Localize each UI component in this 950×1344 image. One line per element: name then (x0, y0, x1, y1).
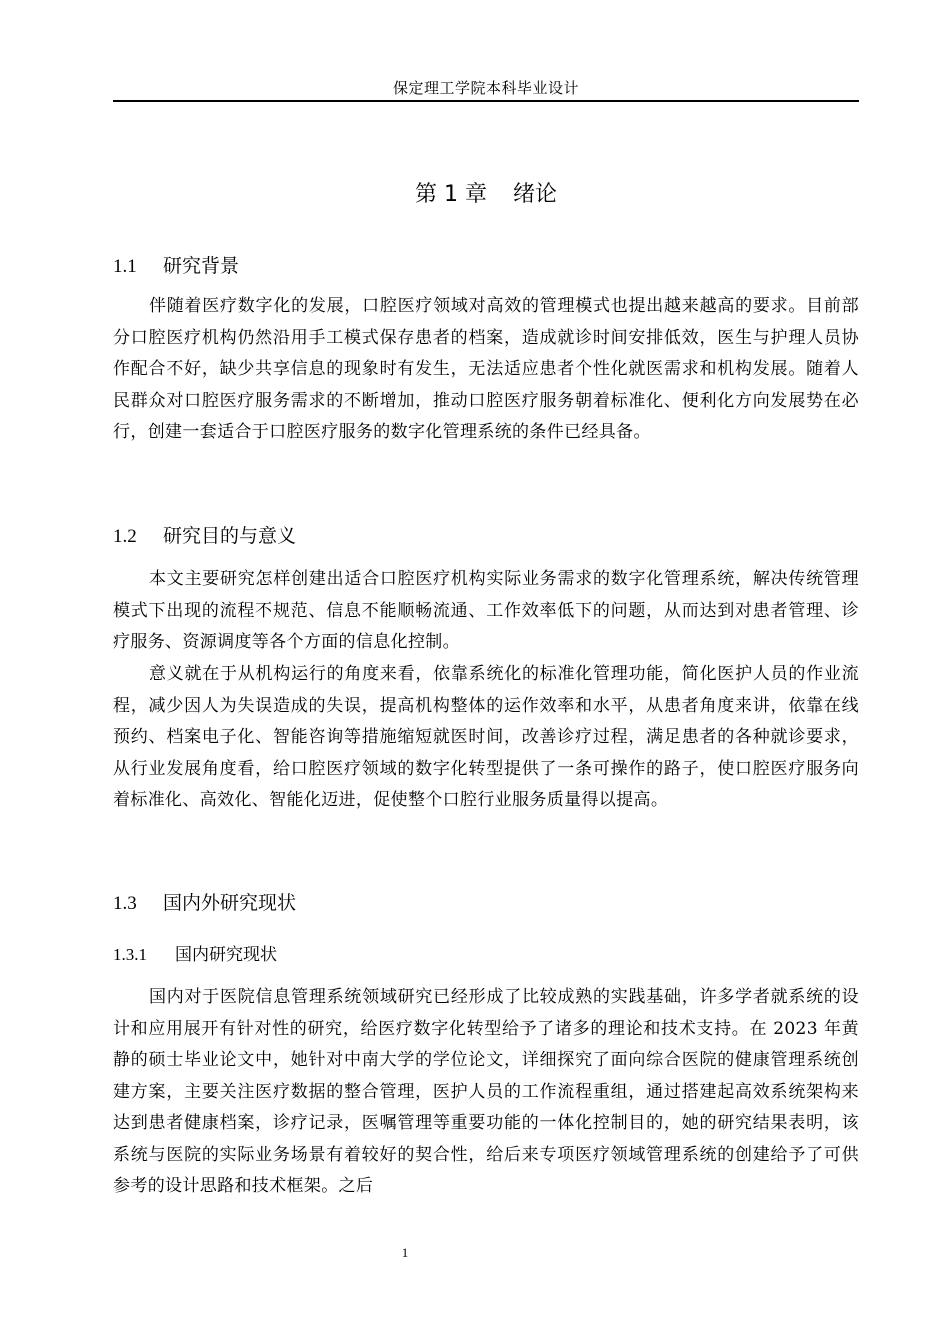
paragraph: 伴随着医疗数字化的发展，口腔医疗领域对高效的管理模式也提出越来越高的要求。目前部分口腔医疗机构仍然沿用手工模式保存患者的档案，造成就诊时间安排低效，医生与护理人员协作配合不好，缺少共享信息的现象时有发生，无法适应患者个性化就医需求和机构发展。随着人民群众对口腔医疗服务需求的不断增加，推动口腔医疗服务朝着标准化、便利化方向发展势在必行，创建一套适合于口腔医疗服务的数字化管理系统的条件已经具备。 (113, 296, 859, 442)
subsection-title: 国内研究现状 (175, 945, 277, 965)
chapter-title (113, 178, 859, 212)
paragraph: 意义就在于从机构运行的角度来看，依靠系统化的标准化管理功能，简化医护人员的作业流程，减少因人为失误造成的失误，提高机构整体的运作效率和水平，从患者角度来讲，依靠在线预约、档案电子化、智能咨询等措施缩短就医时间，改善诊疗过程，满足患者的各种就诊要求，从行业发展角度看，给口腔医疗领域的数字化转型提供了一条可操作的路子，使口腔医疗服务向着标准化、高效化、智能化迈进，促使整个口腔行业服务质量得以提高。 (113, 664, 859, 810)
section-title: 研究目的与意义 (163, 525, 297, 547)
subsection-heading-1-3-1 (113, 941, 277, 969)
section-number: 1.1 (113, 256, 137, 277)
subsection-number: 1.3.1 (113, 945, 147, 964)
page-header: 保定理工学院本科毕业设计 (392, 79, 579, 97)
section-heading-1-1 (113, 251, 239, 282)
chapter-name: 绪论 (512, 182, 557, 207)
section-number: 1.3 (113, 893, 137, 914)
section-heading-1-2 (113, 521, 296, 552)
section-title: 研究背景 (163, 255, 240, 277)
header-rule (113, 100, 859, 102)
chapter-number: 第 1 章 (415, 182, 487, 207)
page-number: 1 (401, 1245, 409, 1260)
section-heading-1-3 (113, 888, 296, 919)
paragraph: 国内对于医院信息管理系统领域研究已经形成了比较成熟的实践基础，许多学者就系统的设计和应用展开有针对性的研究，给医疗数字化转型给予了诸多的理论和技术支持。在 2023 年黄静的硕士毕业论文中，她针对中南大学的学位论文，详细探究了面向综合医院的健康管理系统创建方案，主要关注医疗数据的整合管理，医护人员的工作流程重组，通过搭建起高效系统架构来达到患者健康档案，诊疗记录，医嘱管理等重要功能的一体化控制目的，她的研究结果表明，该系统与医院的实际业务场景有着较好的契合性，给后来专项医疗领域管理系统的创建给予了可供参考的设计思路和技术框架。之后 (113, 987, 859, 1196)
paragraph: 本文主要研究怎样创建出适合口腔医疗机构实际业务需求的数字化管理系统，解决传统管理模式下出现的流程不规范、信息不能顺畅流通、工作效率低下的问题，从而达到对患者管理、诊疗服务、资源调度等各个方面的信息化控制。 (113, 569, 859, 652)
section-title: 国内外研究现状 (163, 892, 297, 914)
section-number: 1.2 (113, 526, 137, 547)
